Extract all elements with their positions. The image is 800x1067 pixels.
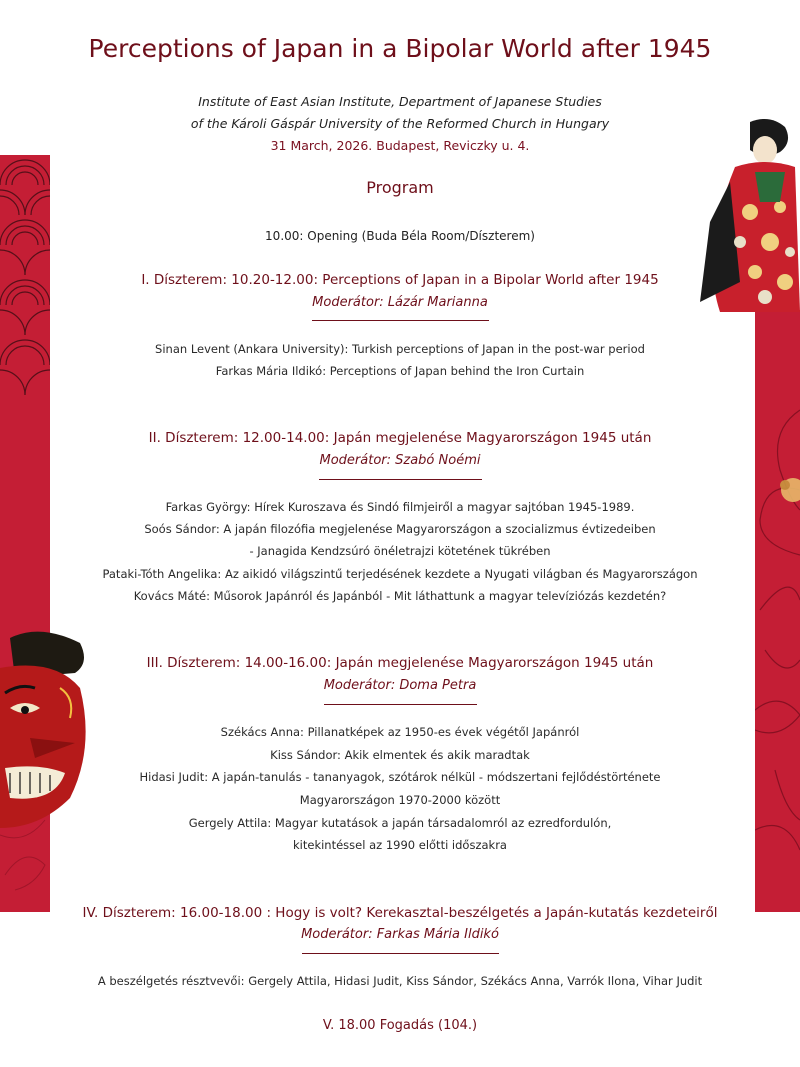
opening-line: 10.00: Opening (Buda Béla Room/Díszterem) bbox=[265, 229, 535, 243]
session-2-talk: Kovács Máté: Műsorok Japánról és Japánból - Mit láthattunk a magyar televíziózás kezdetén? bbox=[133, 589, 667, 603]
session-2-divider bbox=[319, 479, 482, 480]
session-4-talk: A beszélgetés résztvevői: Gergely Attila, Hidasi Judit, Kiss Sándor, Székács Anna, Varrók Ilona, Vihar Judit bbox=[97, 974, 703, 988]
session-2-talk: Farkas György: Hírek Kuroszava és Sindó filmjeiről a magyar sajtóban 1945-1989. bbox=[165, 500, 635, 514]
session-3-talk: Gergely Attila: Magyar kutatások a japán társadalomról az ezredfordulón, bbox=[188, 816, 612, 830]
session-1-divider bbox=[312, 320, 489, 321]
session-1-moderator: Moderátor: Lázár Marianna bbox=[312, 295, 488, 310]
program-heading: Program bbox=[366, 178, 434, 197]
session-3-talk: Magyarországon 1970-2000 között bbox=[299, 793, 501, 807]
session-3-title: III. Díszterem: 14.00-16.00: Japán megjelenése Magyarországon 1945 után bbox=[146, 655, 654, 671]
session-2-talk: - Janagida Kendzsúró önéletrajzi kötetének tükrében bbox=[249, 544, 551, 558]
session-3-divider bbox=[324, 704, 477, 705]
reception-line: V. 18.00 Fogadás (104.) bbox=[322, 1018, 478, 1033]
session-2-title: II. Díszterem: 12.00-14.00: Japán megjelenése Magyarországon 1945 után bbox=[148, 430, 652, 446]
session-2-talk: Pataki-Tóth Angelika: Az aikidó világszintű terjedésének kezdete a Nyugati világban és Magyarországon bbox=[102, 567, 698, 581]
session-3-talk: Székács Anna: Pillanatképek az 1950-es évek végétől Japánról bbox=[220, 725, 580, 739]
institute-line-1: Institute of East Asian Institute, Department of Japanese Studies bbox=[198, 94, 602, 109]
session-3-talk: Hidasi Judit: A japán-tanulás - tananyagok, szótárok nélkül - módszertani fejlődéstörténete bbox=[139, 770, 661, 784]
session-3-moderator: Moderátor: Doma Petra bbox=[323, 678, 477, 693]
institute-line-2: of the Károli Gáspár University of the Reformed Church in Hungary bbox=[190, 116, 610, 131]
session-4-divider bbox=[302, 953, 499, 954]
session-4-title: IV. Díszterem: 16.00-18.00 : Hogy is volt? Kerekasztal-beszélgetés a Japán-kutatás kezdeteiről bbox=[82, 905, 718, 921]
session-3-talk: kitekintéssel az 1990 előtti időszakra bbox=[293, 838, 507, 852]
page-title: Perceptions of Japan in a Bipolar World after 1945 bbox=[88, 34, 712, 63]
session-2-talk: Soós Sándor: A japán filozófia megjelenése Magyarországon a szocializmus évtizedeiben bbox=[144, 522, 656, 536]
session-2-moderator: Moderátor: Szabó Noémi bbox=[319, 453, 481, 468]
session-1-title: I. Díszterem: 10.20-12.00: Perceptions of Japan in a Bipolar World after 1945 bbox=[141, 272, 659, 288]
session-4-moderator: Moderátor: Farkas Mária Ildikó bbox=[301, 927, 499, 942]
session-1-talk: Sinan Levent (Ankara University): Turkish perceptions of Japan in the post-war period bbox=[155, 342, 645, 356]
session-3-talk: Kiss Sándor: Akik elmentek és akik maradtak bbox=[270, 748, 530, 762]
date-place: 31 March, 2026. Budapest, Reviczky u. 4. bbox=[270, 138, 530, 153]
session-1-talk: Farkas Mária Ildikó: Perceptions of Japan behind the Iron Curtain bbox=[215, 364, 585, 378]
